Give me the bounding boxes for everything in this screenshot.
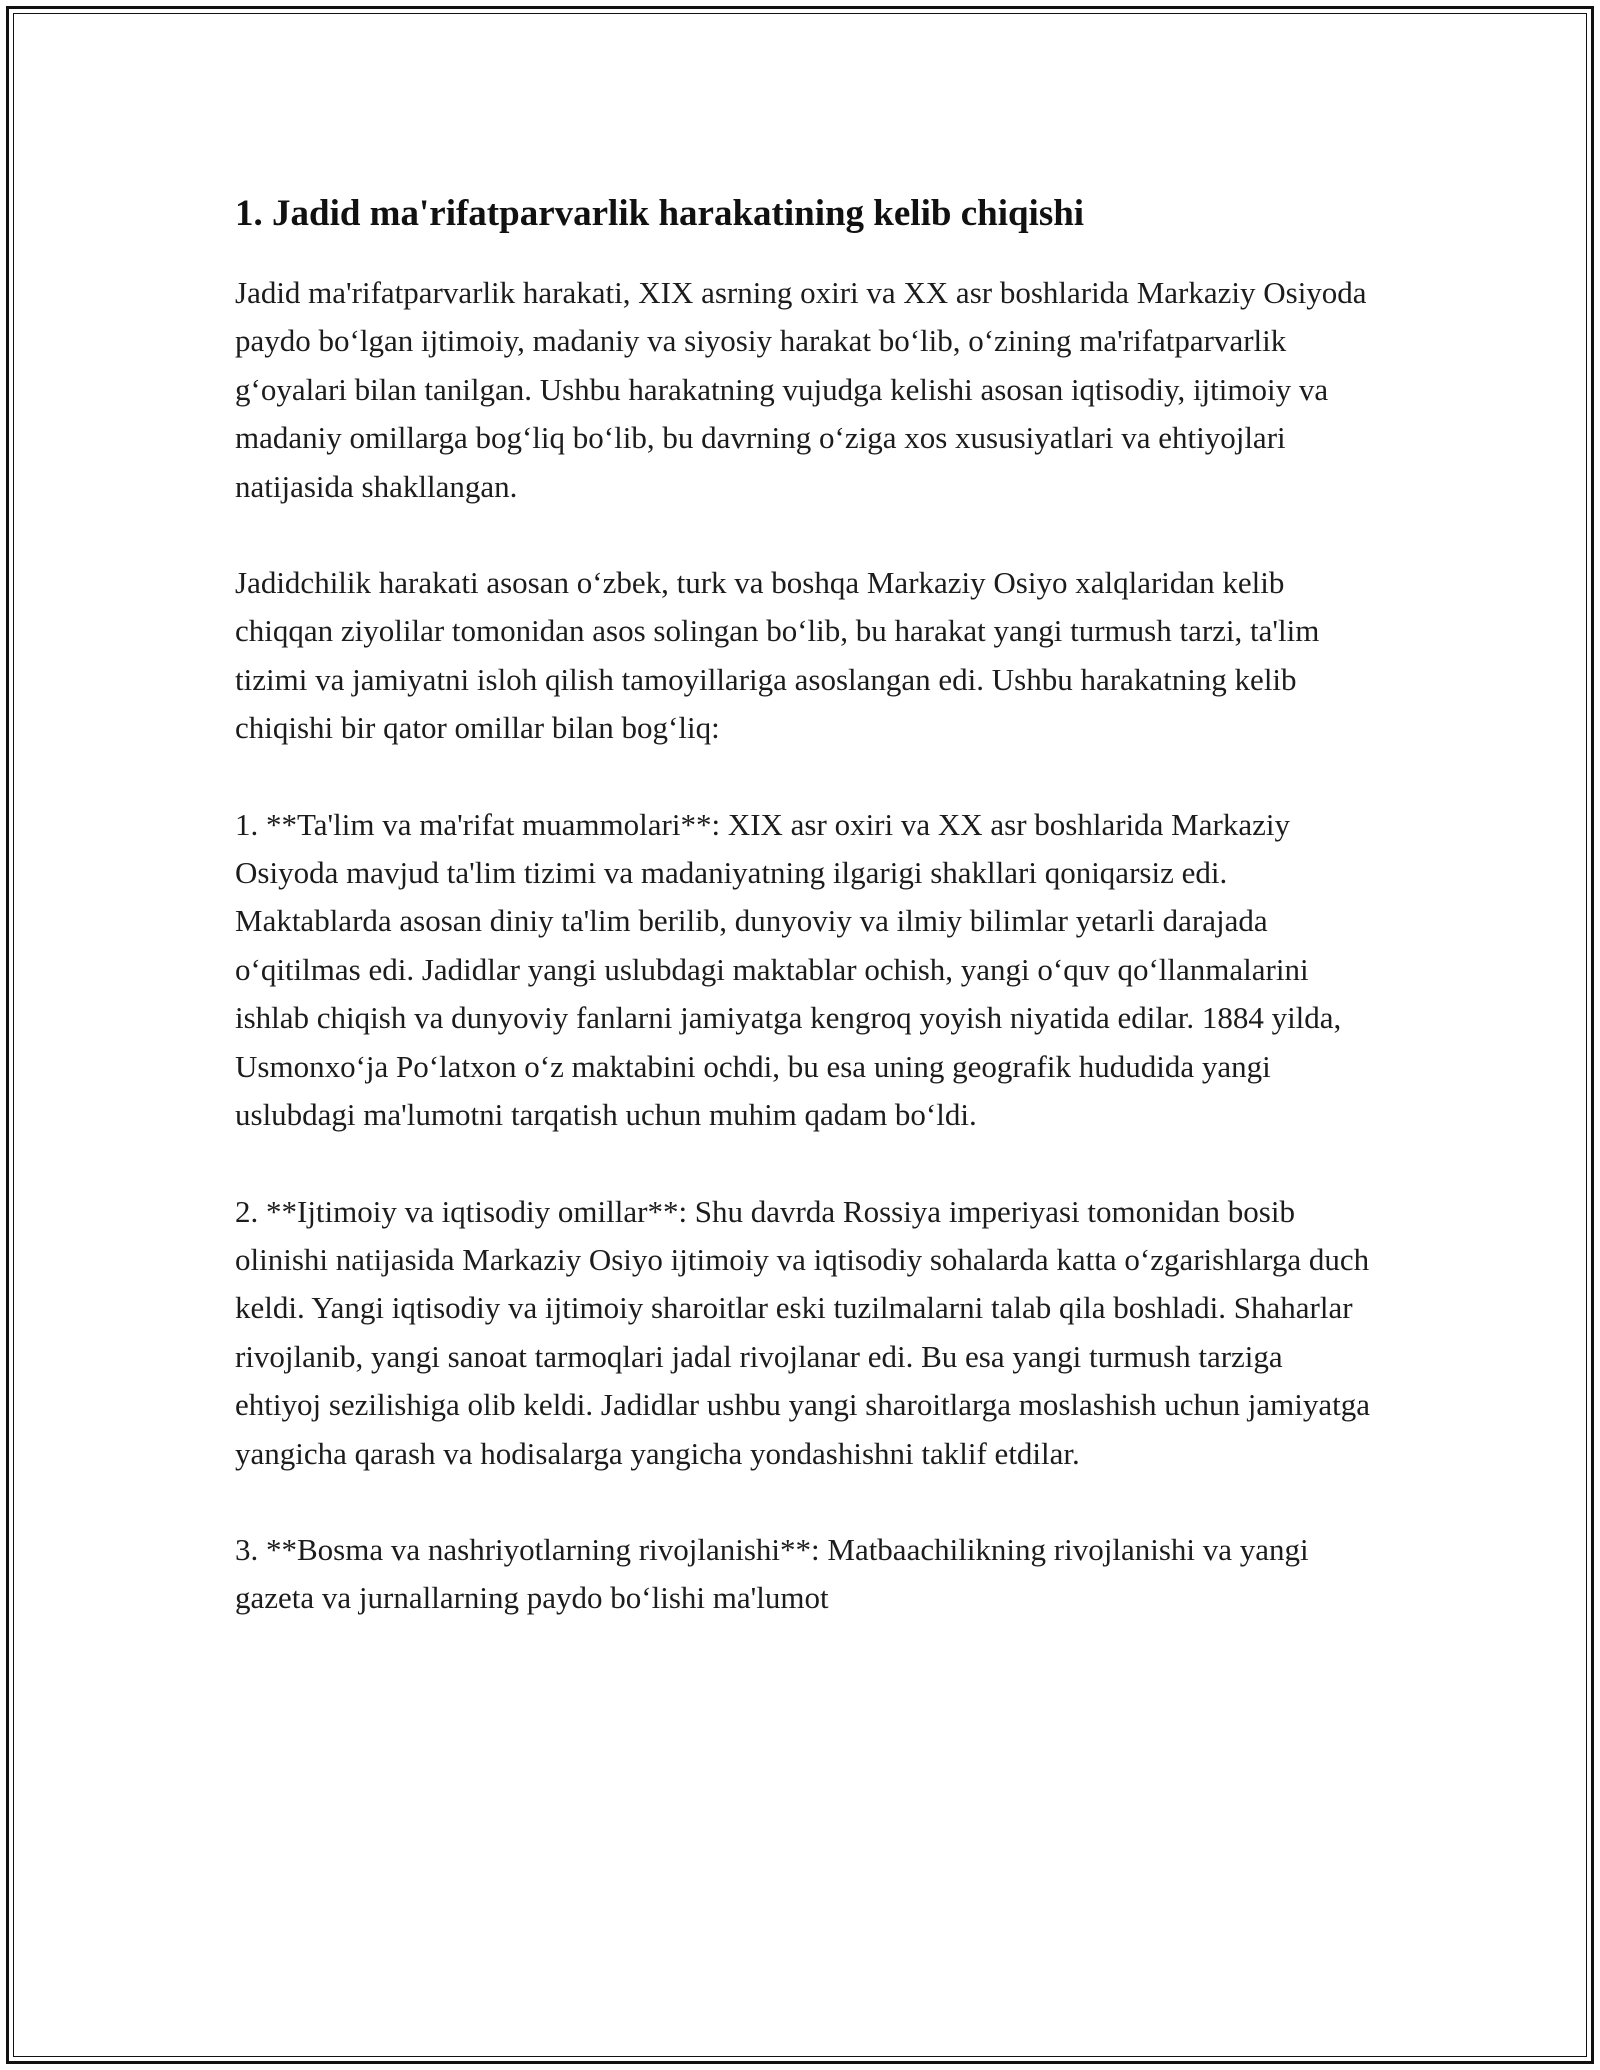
paragraph-intro: Jadid ma'rifatparvarlik harakati, XIX asrning oxiri va XX asr boshlarida Markaziy Osiyoda paydo bo‘lgan ijtimoiy, madaniy va siyosiy harakat bo‘lib, o‘zining ma'rifatparvarlik g‘oyalari bilan tanilgan. Ushbu harakatning vujudga kelishi asosan iqtisodiy, ijtimoiy va madaniy omillarga bog‘liq bo‘lib, bu davrning o‘ziga xos xususiyatlari va ehtiyojlari natijasida shakllangan. [235, 275, 1367, 504]
list-item-printing: 3. **Bosma va nashriyotlarning rivojlanishi**: Matbaachilikning rivojlanishi va yangi gazeta va jurnallarning paydo bo‘lishi ma'lumot [235, 1531, 1309, 1616]
document-title: 1. Jadid ma'rifatparvarlik harakatining kelib chiqishi [235, 193, 1085, 234]
list-item-education: 1. **Ta'lim va ma'rifat muammolari**: XIX asr oxiri va XX asr boshlarida Markaziy Osiyoda mavjud ta'lim tizimi va madaniyatning ilgarigi shakllari qoniqarsiz edi. Maktablarda asosan diniy ta'lim berilib, dunyoviy va ilmiy bilimlar yetarli darajada o‘qitilmas edi. Jadidlar yangi uslubdagi maktablar ochish, yangi o‘quv qo‘llanmalarini ishlab chiqish va dunyoviy fanlarni jamiyatga kengroq yoyish niyatida edilar. 1884 yilda, Usmonxo‘ja Po‘latxon o‘z maktabini ochdi, bu esa uning geografik hududida yangi uslubdagi ma'lumotni tarqatish uchun muhim qadam bo‘ldi. [235, 806, 1342, 1133]
list-item-socioeconomic: 2. **Ijtimoiy va iqtisodiy omillar**: Shu davrda Rossiya imperiyasi tomonidan bosib olinishi natijasida Markaziy Osiyo ijtimoiy va iqtisodiy sohalarda katta o‘zgarishlarga duch keldi. Yangi iqtisodiy va ijtimoiy sharoitlar eski tuzilmalarni talab qila boshladi. Shaharlar rivojlanib, yangi sanoat tarmoqlari jadal rivojlanar edi. Bu esa yangi turmush tarziga ehtiyoj sezilishiga olib keldi. Jadidlar ushbu yangi sharoitlarga moslashish uchun jamiyatga yangicha qarash va hodisalarga yangicha yondashishni taklif etdilar. [235, 1193, 1371, 1471]
paragraph-origins: Jadidchilik harakati asosan o‘zbek, turk va boshqa Markaziy Osiyo xalqlaridan kelib chiqqan ziyolilar tomonidan asos solingan bo‘lib, bu harakat yangi turmush tarzi, ta'lim tizimi va jamiyatni isloh qilish tamoyillariga asoslangan edi. Ushbu harakatning kelib chiqishi bir qator omillar bilan bog‘liq: [235, 565, 1320, 746]
document-body [235, 185, 1375, 1671]
